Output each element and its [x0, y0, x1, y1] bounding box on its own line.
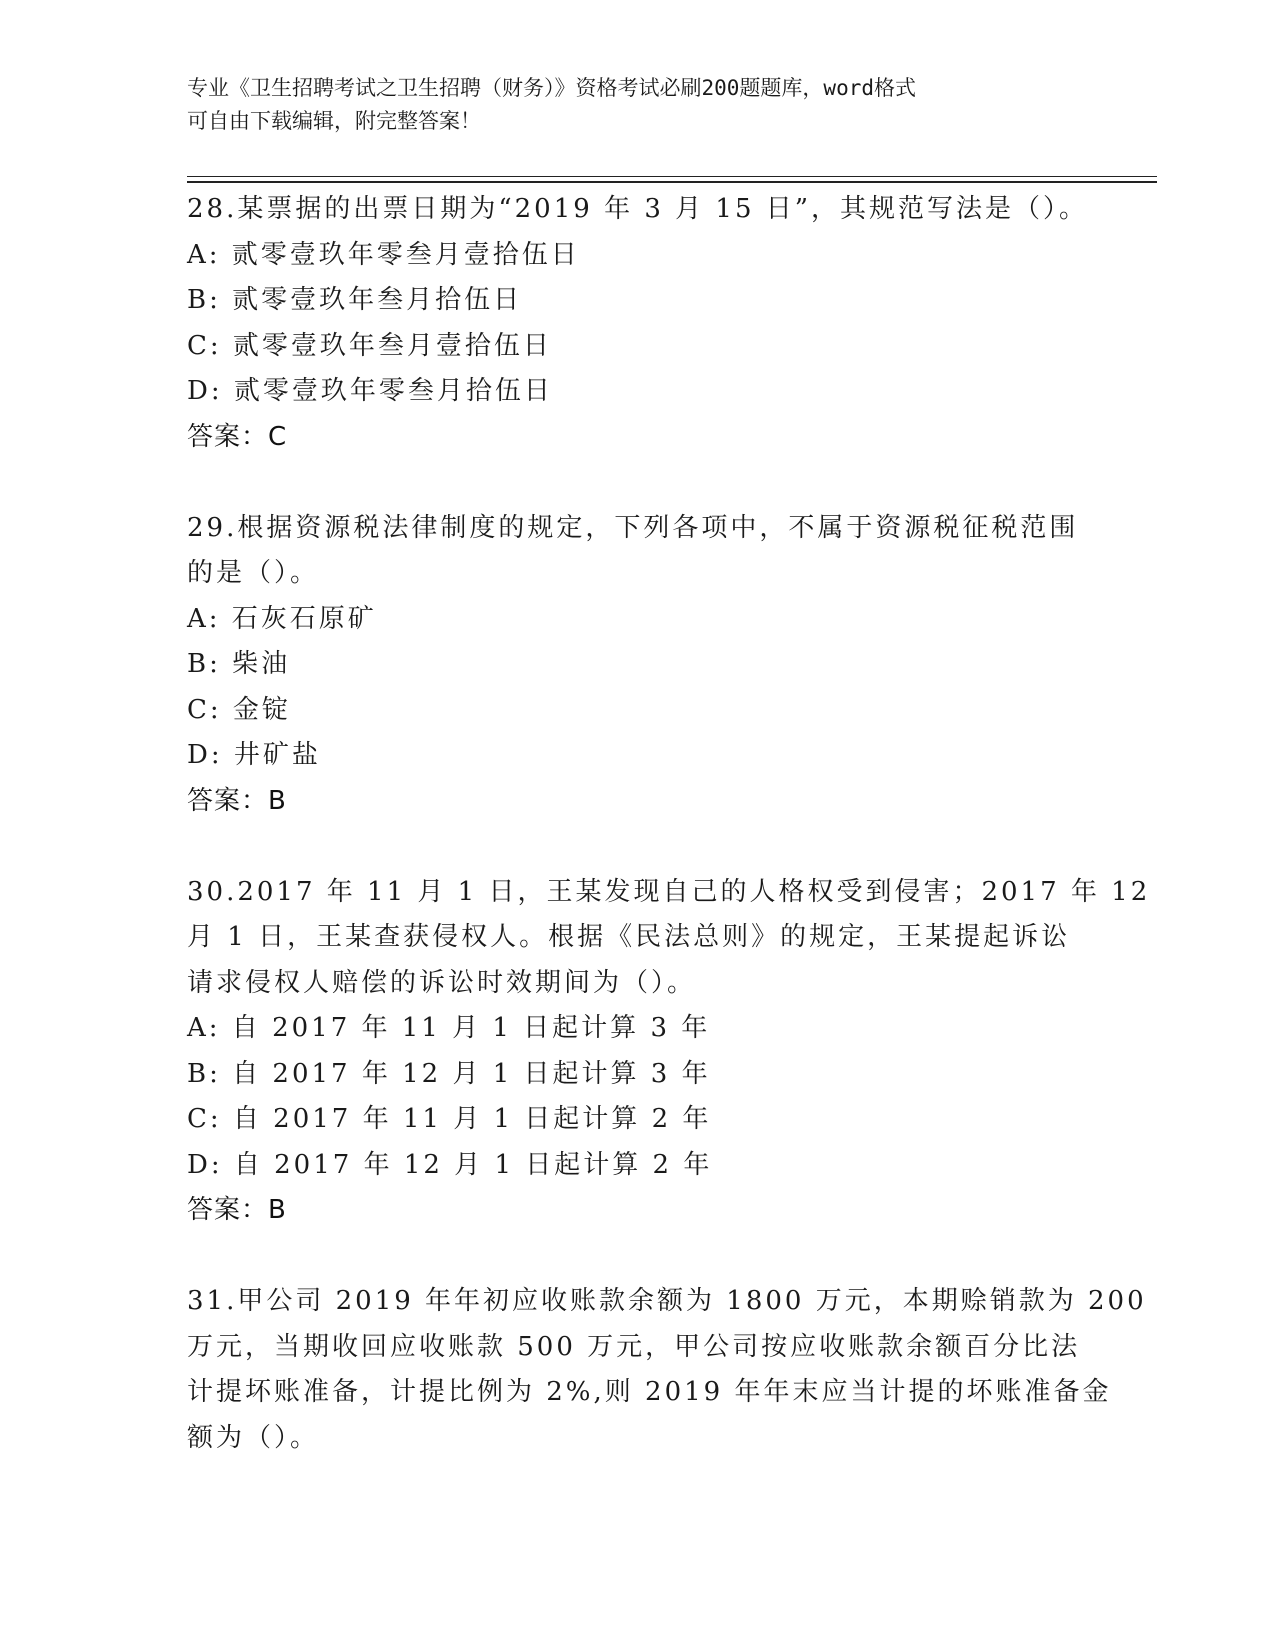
option-c: C: 自 2017 年 11 月 1 日起计算 2 年: [187, 1104, 712, 1134]
question-stem: 30.2017 年 11 月 1 日，王某发现自己的人格权受到侵害；2017 年 12: [187, 876, 1151, 907]
question-stem: 额为（）。: [187, 1422, 320, 1453]
question-stem: 31.甲公司 2019 年年初应收账款余额为 1800 万元，本期赊销款为 200: [187, 1286, 1147, 1316]
option-d: D: 贰零壹玖年零叁月拾伍日: [187, 376, 553, 406]
question-stem: 请求侵权人赔偿的诉讼时效期间为（）。: [187, 967, 697, 998]
option-b: B: 自 2017 年 12 月 1 日起计算 3 年: [187, 1058, 711, 1089]
header-line-2: 可自由下载编辑，附完整答案！: [187, 109, 481, 133]
option-a: A: 自 2017 年 11 月 1 日起计算 3 年: [187, 1013, 711, 1043]
question-stem: 28.某票据的出票日期为“2019 年 3 月 15 日”，其规范写法是（）。: [187, 194, 1089, 224]
option-b: B: 贰零壹玖年叁月拾伍日: [187, 285, 523, 315]
question-31: [187, 1279, 1147, 1461]
question-stem: 的是（）。: [187, 558, 320, 588]
option-d: D: 自 2017 年 12 月 1 日起计算 2 年: [187, 1149, 713, 1180]
header-divider-thin: [187, 176, 1157, 177]
header-divider-thick: [187, 181, 1157, 183]
option-d: D: 井矿盐: [187, 740, 321, 770]
option-c: C: 金锭: [187, 694, 291, 725]
option-c: C: 贰零壹玖年叁月壹拾伍日: [187, 330, 552, 361]
header-line-1: 专业《卫生招聘考试之卫生招聘（财务）》资格考试必刷200题题库，word格式: [187, 76, 916, 100]
option-a: A: 石灰石原矿: [187, 603, 377, 634]
option-b: B: 柴油: [187, 649, 291, 679]
answer-line: 答案：C: [187, 421, 288, 452]
question-28: [187, 187, 1087, 460]
question-29: [187, 506, 1087, 825]
question-list: [187, 187, 1151, 1461]
answer-line: 答案：B: [187, 1195, 287, 1225]
question-stem: 29.根据资源税法律制度的规定，下列各项中，不属于资源税征税范围: [187, 512, 1079, 543]
question-stem: 月 1 日，王某查获侵权人。根据《民法总则》的规定，王某提起诉讼: [187, 922, 1071, 952]
question-stem: 计提坏账准备，计提比例为 2%,则 2019 年年末应当计提的坏账准备金: [187, 1377, 1112, 1407]
document-header: [187, 72, 1087, 138]
question-stem: 万元，当期收回应收账款 500 万元，甲公司按应收账款余额百分比法: [187, 1331, 1081, 1362]
option-a: A: 贰零壹玖年零叁月壹拾伍日: [187, 239, 580, 270]
question-30: [187, 870, 1151, 1234]
answer-line: 答案：B: [187, 785, 287, 816]
